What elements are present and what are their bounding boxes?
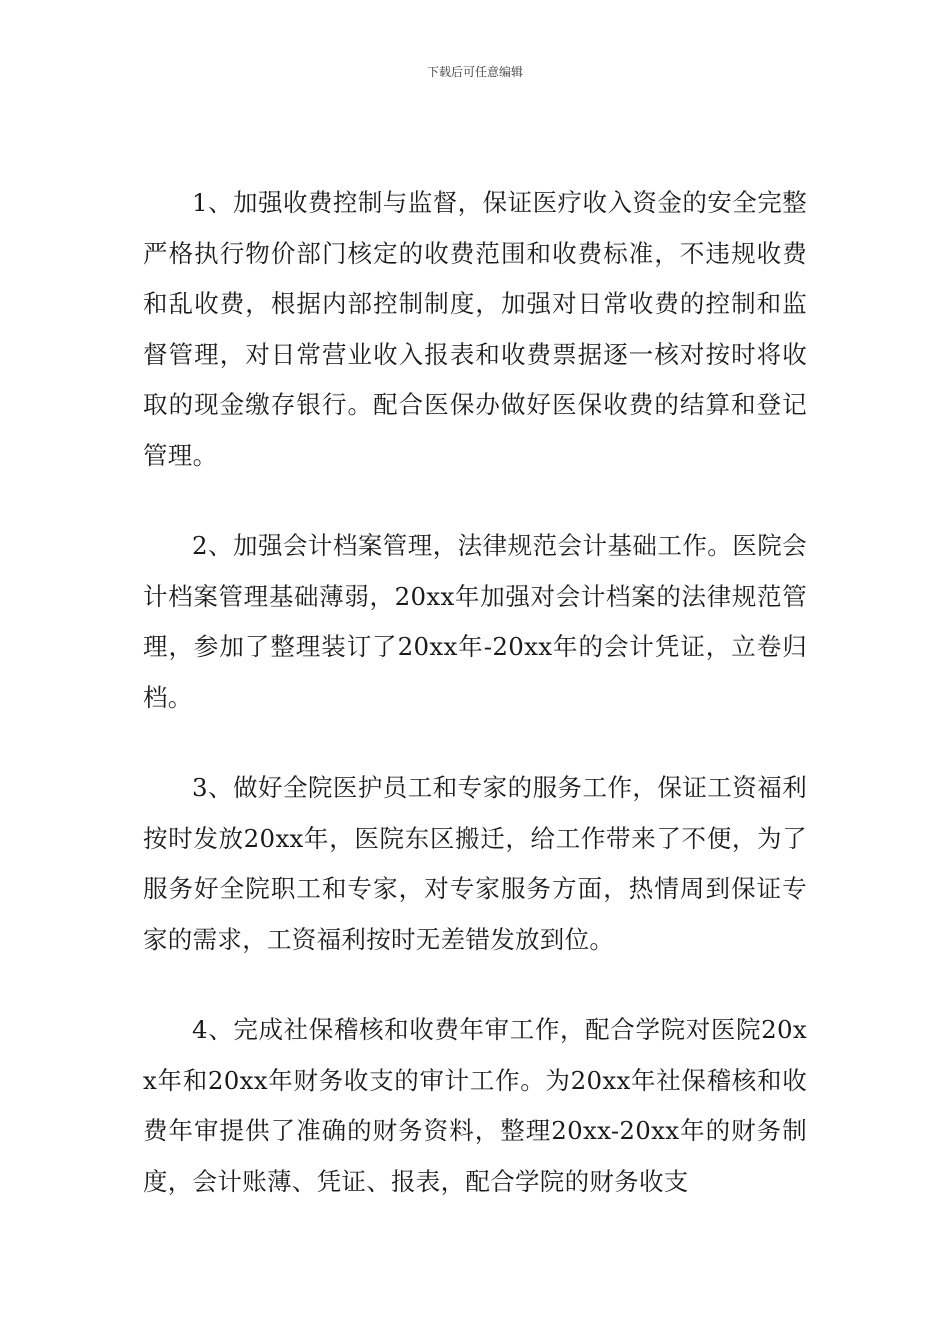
paragraph-3: 3、做好全院医护员工和专家的服务工作，保证工资福利按时发放20xx年，医院东区搬迁，给工作带来了不便，为了服务好全院职工和专家，对专家服务方面，热情周到保证专家的需求，工资福利按时无差错发放到位。 <box>143 773 807 954</box>
document-body <box>143 178 807 1207</box>
page-header: 下载后可任意编辑 <box>426 65 523 79</box>
paragraph-2: 2、加强会计档案管理，法律规范会计基础工作。医院会计档案管理基础薄弱，20xx年加强对会计档案的法律规范管理，参加了整理装订了20xx年-20xx年的会计凭证，立卷归档。 <box>143 531 807 712</box>
paragraph-1: 1、加强收费控制与监督，保证医疗收入资金的安全完整严格执行物价部门核定的收费范围和收费标准，不违规收费和乱收费，根据内部控制制度，加强对日常收费的控制和监督管理，对日常营业收入报表和收费票据逐一核对按时将收取的现金缴存银行。配合医保办做好医保收费的结算和登记管理。 <box>143 188 807 470</box>
paragraph-4: 4、完成社保稽核和收费年审工作，配合学院对医院20xx年和20xx年财务收支的审计工作。为20xx年社保稽核和收费年审提供了准确的财务资料，整理20xx-20xx年的财务制度，会计账薄、凭证、报表，配合学院的财务收支 <box>143 1015 807 1196</box>
